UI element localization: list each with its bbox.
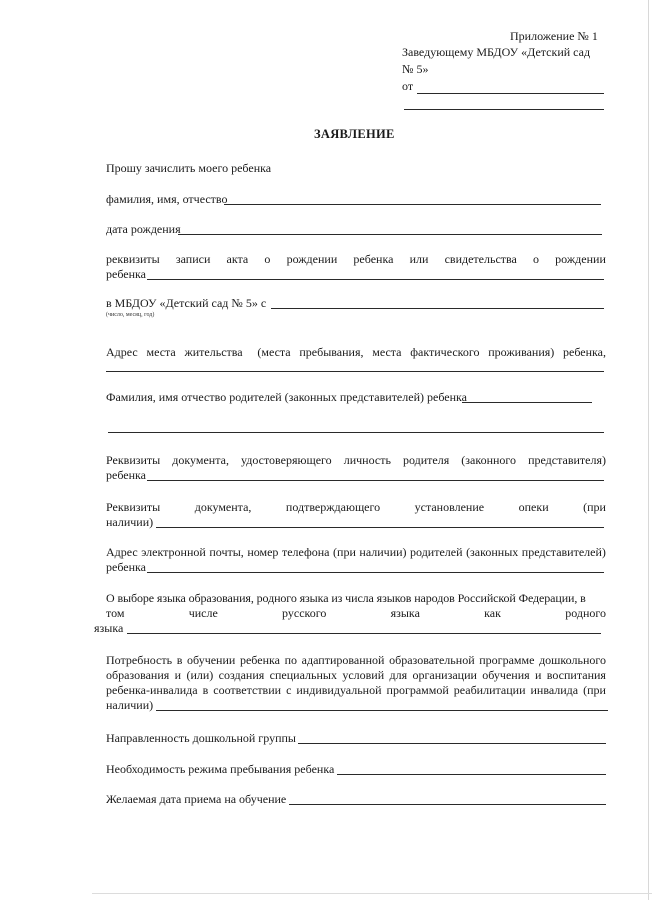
word: места bbox=[372, 345, 402, 359]
word: Адрес bbox=[106, 545, 138, 559]
word: телефона bbox=[281, 545, 330, 559]
needs-field[interactable] bbox=[156, 710, 608, 711]
word: в bbox=[202, 683, 209, 697]
word: индивидуальной bbox=[296, 683, 382, 697]
word: инвалида bbox=[530, 683, 579, 697]
addressee-line-1: Заведующему МБДОУ «Детский сад bbox=[402, 45, 591, 59]
word: личность bbox=[343, 453, 391, 467]
address-line-1 bbox=[106, 345, 606, 359]
word: образования bbox=[106, 668, 170, 682]
word: (законных bbox=[466, 545, 519, 559]
word: установление bbox=[414, 500, 485, 514]
addressee-line-2: № 5» bbox=[402, 62, 429, 76]
appendix-label: Приложение № 1 bbox=[510, 29, 598, 43]
word: числе bbox=[188, 606, 218, 620]
parents-field[interactable] bbox=[462, 402, 592, 403]
needs-line-1 bbox=[106, 653, 606, 667]
word: (при bbox=[583, 683, 606, 697]
word: языка bbox=[390, 606, 420, 620]
child-fio-field[interactable] bbox=[224, 204, 601, 205]
dob-field[interactable] bbox=[178, 234, 602, 235]
word: фактического bbox=[410, 345, 480, 359]
birth-record-line-2: ребенка bbox=[106, 267, 146, 281]
word: и bbox=[535, 668, 542, 682]
enroll-date-hint: (число, месяц, год) bbox=[106, 312, 155, 318]
word: родного bbox=[565, 606, 606, 620]
language-field[interactable] bbox=[127, 633, 601, 634]
word: русского bbox=[282, 606, 327, 620]
contact-line-1 bbox=[106, 545, 606, 559]
word: жительства bbox=[184, 345, 243, 359]
word: акта bbox=[226, 252, 249, 266]
mode-field[interactable] bbox=[337, 774, 606, 775]
custody-line-1 bbox=[106, 500, 606, 514]
word: программой bbox=[386, 683, 449, 697]
request-text: Прошу зачислить моего ребенка bbox=[106, 161, 272, 175]
word: представителей) bbox=[521, 545, 606, 559]
mode-label: Необходимость режима пребывания ребенка bbox=[106, 762, 335, 776]
from-label: от bbox=[402, 79, 414, 93]
word: по bbox=[284, 653, 298, 667]
word: электронной bbox=[141, 545, 206, 559]
language-line-2 bbox=[106, 606, 606, 620]
word: удостоверяющего bbox=[241, 453, 332, 467]
word: (законного bbox=[461, 453, 517, 467]
enroll-label: в МБДОУ «Детский сад № 5» с bbox=[106, 296, 267, 310]
custody-line-2: наличии) bbox=[106, 515, 154, 529]
contact-line-2: ребенка bbox=[106, 560, 146, 574]
word: специальных bbox=[269, 668, 337, 682]
needs-line-2 bbox=[106, 668, 606, 682]
word: как bbox=[484, 606, 501, 620]
word: (при bbox=[333, 545, 356, 559]
language-line-3: языка bbox=[94, 621, 124, 635]
word: организации bbox=[412, 668, 477, 682]
group-field[interactable] bbox=[298, 743, 606, 744]
parents-field-2[interactable] bbox=[108, 432, 604, 433]
dob-label: дата рождения bbox=[106, 222, 181, 236]
word: места bbox=[146, 345, 176, 359]
word: документа, bbox=[194, 500, 252, 514]
word: и bbox=[174, 668, 182, 682]
word: номер bbox=[247, 545, 279, 559]
word: (или) bbox=[186, 668, 214, 682]
word: образовательной bbox=[389, 653, 475, 667]
word: опеки bbox=[518, 500, 549, 514]
word: проживания) bbox=[488, 345, 555, 359]
word: ребенка, bbox=[563, 345, 606, 359]
id-doc-field[interactable] bbox=[147, 480, 604, 481]
custody-field[interactable] bbox=[156, 527, 604, 528]
word: с bbox=[286, 683, 292, 697]
child-fio-label: фамилия, имя, отчество bbox=[106, 192, 228, 206]
word: почты, bbox=[209, 545, 244, 559]
word: для bbox=[389, 668, 408, 682]
word: пребывания, bbox=[299, 345, 364, 359]
birth-record-field[interactable] bbox=[147, 279, 604, 280]
enroll-date-field[interactable] bbox=[271, 308, 604, 309]
from-name-line-2[interactable] bbox=[404, 109, 604, 110]
word: создания bbox=[218, 668, 265, 682]
word: Потребность bbox=[106, 653, 173, 667]
address-field[interactable] bbox=[106, 371, 604, 372]
word: Адрес bbox=[106, 345, 138, 359]
word: ребенка bbox=[353, 252, 394, 266]
birth-record-line-1 bbox=[106, 252, 606, 266]
word: реабилитации bbox=[453, 683, 526, 697]
word: о bbox=[264, 252, 271, 266]
word: о bbox=[533, 252, 540, 266]
contact-field[interactable] bbox=[147, 572, 604, 573]
parents-label: Фамилия, имя отчество родителей (законных представителей) ребенка bbox=[106, 390, 467, 404]
word: (места bbox=[257, 345, 291, 359]
word: соответствии bbox=[213, 683, 282, 697]
word: подтверждающего bbox=[285, 500, 381, 514]
id-doc-line-1 bbox=[106, 453, 606, 467]
word: свидетельства bbox=[444, 252, 517, 266]
id-doc-line-2: ребенка bbox=[106, 468, 146, 482]
document-title: ЗАЯВЛЕНИЕ bbox=[314, 127, 395, 141]
word: том bbox=[106, 606, 125, 620]
language-line-1: О выборе языка образования, родного языка из числа языков народов Российской Федерации, в bbox=[106, 591, 586, 605]
word: Реквизиты bbox=[106, 453, 161, 467]
word: ребенка-инвалида bbox=[106, 683, 198, 697]
word: записи bbox=[175, 252, 211, 266]
word: обучении bbox=[187, 653, 236, 667]
word: Реквизиты bbox=[106, 500, 161, 514]
word: условий bbox=[342, 668, 385, 682]
desired-date-label: Желаемая дата приема на обучение bbox=[106, 792, 287, 806]
page-edge-bottom bbox=[92, 893, 652, 894]
word: реквизиты bbox=[106, 252, 160, 266]
word: наличии) bbox=[359, 545, 407, 559]
word: документа, bbox=[172, 453, 229, 467]
word: (при bbox=[583, 500, 606, 514]
word: рождении bbox=[286, 252, 338, 266]
from-name-line[interactable] bbox=[417, 93, 604, 94]
word: или bbox=[409, 252, 429, 266]
page-edge-right bbox=[648, 0, 649, 900]
word: воспитания bbox=[546, 668, 606, 682]
word: адаптированной bbox=[301, 653, 385, 667]
word: ребенка bbox=[239, 653, 280, 667]
word: обучения bbox=[482, 668, 530, 682]
word: рождении bbox=[555, 252, 606, 266]
word: дошкольного bbox=[539, 653, 606, 667]
word: родителей bbox=[410, 545, 463, 559]
word: родителя bbox=[402, 453, 450, 467]
needs-line-3 bbox=[106, 683, 606, 697]
word: в bbox=[176, 653, 183, 667]
word: представителя) bbox=[528, 453, 606, 467]
needs-line-4: наличии) bbox=[106, 698, 154, 712]
word: программе bbox=[479, 653, 535, 667]
desired-date-field[interactable] bbox=[289, 804, 606, 805]
group-label: Направленность дошкольной группы bbox=[106, 731, 296, 745]
